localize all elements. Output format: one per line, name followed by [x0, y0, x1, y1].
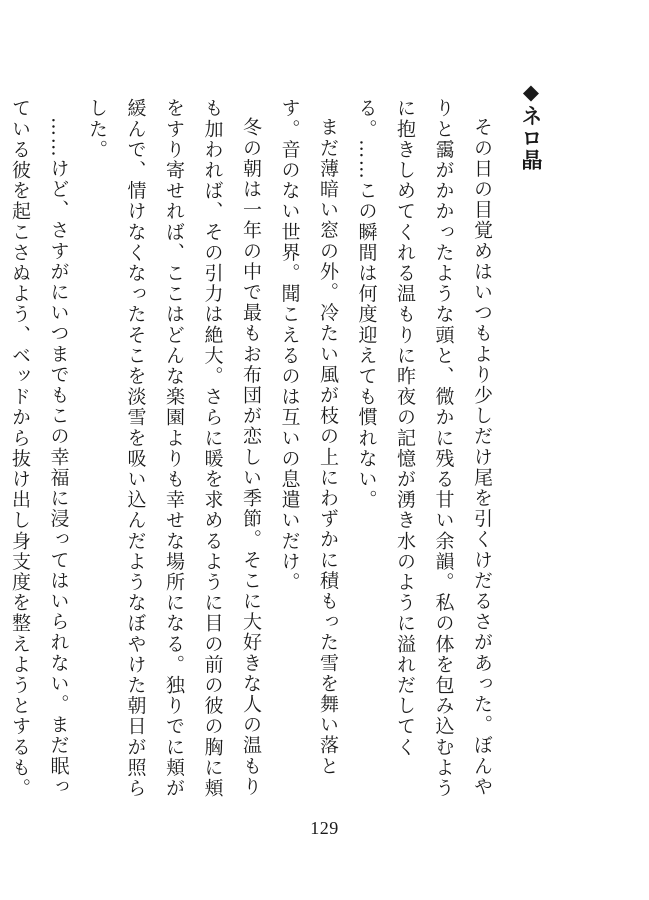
paragraph-2: まだ薄暗い窓の外。冷たい風が枝の上にわずかに積もった雪を舞い落とす。音のない世界。聞こえるのは互いの息遣いだけ。: [278, 98, 339, 777]
body-text: [0, 98, 501, 808]
section-heading: ◆ネロ晶: [519, 80, 543, 171]
paragraph-1: その日の目覚めはいつもより少しだけ尾を引くけだるさがあった。ぼんやりと靄がかかったような頭と、微かに残る甘い余韻。私の体を包み込むように抱きしめてくれる温もりに昨夜の記憶が湧き水のように溢れだしてくる。……この瞬間は何度迎えても慣れない。: [355, 98, 493, 799]
paragraph-3: 冬の朝は一年の中で最もお布団が恋しい季節。そこに大好きな人の温もりも加われば、その引力は絶大。さらに暖を求めるように目の前の彼の胸に頬をすり寄せれば、ここはどんな楽園よりも幸せな場所になる。独りでに頬が緩んで、情けなくなったそこを淡雪を吸い込んだようなぼやけた朝日が照らした。: [86, 98, 262, 799]
page-number: 129: [310, 818, 339, 838]
paragraph-4: ……けど、さすがにいつまでもこの幸福に浸ってはいられない。まだ眠っている彼を起こさぬよう、ベッドから抜け出し身支度を整えようとするも。: [9, 98, 70, 799]
